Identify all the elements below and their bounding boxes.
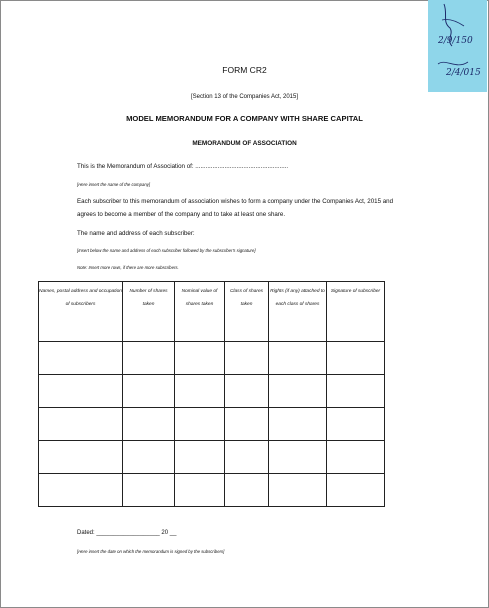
document-subtitle: MEMORANDUM OF ASSOCIATION bbox=[192, 140, 297, 147]
note-more-rows: Note: Insert more rows, if there are more subscribers. bbox=[77, 265, 179, 270]
header-class-of-shares: Class of shares taken bbox=[225, 282, 269, 342]
header-number-of-shares: Number of shares taken bbox=[123, 282, 175, 342]
table-row bbox=[39, 408, 385, 441]
table-cell[interactable] bbox=[225, 474, 269, 507]
table-cell[interactable] bbox=[269, 441, 327, 474]
table-cell[interactable] bbox=[225, 375, 269, 408]
table-cell[interactable] bbox=[39, 408, 123, 441]
form-label: FORM CR2 bbox=[222, 65, 267, 75]
table-cell[interactable] bbox=[175, 474, 225, 507]
table-cell[interactable] bbox=[225, 441, 269, 474]
table-cell[interactable] bbox=[327, 408, 385, 441]
table-cell[interactable] bbox=[123, 342, 175, 375]
table-header-row bbox=[39, 282, 385, 342]
table-cell[interactable] bbox=[175, 441, 225, 474]
table-cell[interactable] bbox=[327, 474, 385, 507]
table-cell[interactable] bbox=[269, 474, 327, 507]
note-insert-below: [Insert below the name and address of each subscriber followed by the subscriber's signature] bbox=[77, 248, 256, 253]
table-cell[interactable] bbox=[327, 342, 385, 375]
section-reference: [Section 13 of the Companies Act, 2015] bbox=[190, 94, 299, 100]
table-row bbox=[39, 441, 385, 474]
table-cell[interactable] bbox=[175, 375, 225, 408]
table-cell[interactable] bbox=[123, 375, 175, 408]
name-address-line: The name and address of each subscriber: bbox=[77, 230, 195, 237]
table-cell[interactable] bbox=[175, 408, 225, 441]
table-cell[interactable] bbox=[123, 474, 175, 507]
document-title: MODEL MEMORANDUM FOR A COMPANY WITH SHARE CAPITAL bbox=[126, 114, 363, 123]
table-cell[interactable] bbox=[39, 474, 123, 507]
header-signature: Signature of subscriber bbox=[327, 282, 385, 342]
subscriber-paragraph-line-1: Each subscriber to this memorandum of association wishes to form a company under the Companies Act, 2015 and bbox=[77, 198, 394, 205]
header-rights: Rights (if any) attached to each class of shares bbox=[269, 282, 327, 342]
handwritten-stamp bbox=[428, 0, 487, 92]
note-company-name: [Here insert the name of the company] bbox=[77, 182, 151, 187]
table-cell[interactable] bbox=[269, 342, 327, 375]
table-row bbox=[39, 342, 385, 375]
dated-line: Dated: ___________________ 20 __ bbox=[77, 530, 177, 536]
table-cell[interactable] bbox=[269, 408, 327, 441]
table-cell[interactable] bbox=[123, 408, 175, 441]
stamp-line-2: 2/4/015 bbox=[446, 68, 481, 78]
table-cell[interactable] bbox=[123, 441, 175, 474]
table-cell[interactable] bbox=[175, 342, 225, 375]
subscriber-paragraph-line-2: agrees to become a member of the company and to take at least one share. bbox=[77, 211, 286, 218]
table-cell[interactable] bbox=[39, 342, 123, 375]
table-cell[interactable] bbox=[39, 375, 123, 408]
table-cell[interactable] bbox=[225, 342, 269, 375]
table-row bbox=[39, 474, 385, 507]
table-cell[interactable] bbox=[225, 408, 269, 441]
table-cell[interactable] bbox=[269, 375, 327, 408]
table-cell[interactable] bbox=[39, 441, 123, 474]
subscribers-table bbox=[38, 281, 385, 507]
table-row bbox=[39, 375, 385, 408]
header-names-address: Names, postal address and occupation of subscribers bbox=[39, 282, 123, 342]
header-nominal-value: Nominal value of shares taken bbox=[175, 282, 225, 342]
table-cell[interactable] bbox=[327, 441, 385, 474]
table-cell[interactable] bbox=[327, 375, 385, 408]
signature-scribble bbox=[428, 0, 487, 92]
memorandum-of-line: This is the Memorandum of Association of: ...................................................... bbox=[77, 163, 289, 170]
note-date: [Here insert the date on which the memorandum is signed by the subscribers] bbox=[77, 549, 225, 554]
stamp-line-1: 2/9/150 bbox=[438, 36, 473, 46]
